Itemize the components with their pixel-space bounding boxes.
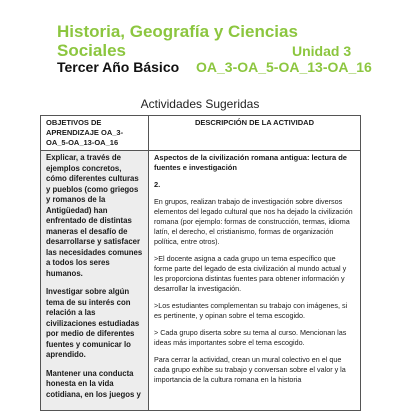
activity-cell (149, 151, 361, 411)
unit-label: Unidad 3 (292, 43, 352, 59)
objectives-header: OBJETIVOS DE APRENDIZAJE OA_3-OA_5-OA_13-OA_16 (41, 116, 149, 151)
table-row (41, 151, 361, 411)
objective-text: Investigar sobre algún tema de su interés con relación a las civilizaciones estudiadas por medio de diferentes fuentes y comunicar lo aprendido. (46, 287, 140, 359)
objectives-cell (41, 151, 149, 411)
activities-table (40, 115, 361, 411)
activity-paragraph: >Los estudiantes complementan su trabajo con imágenes, si es pertinente, y opinan sobre el tema escogido. (154, 301, 348, 320)
objective-text: Explicar, a través de ejemplos concretos, cómo diferentes culturas y pueblos (como griegos y romanos de la Antigüedad) han enfrentado de distintas maneras el desafío de desarrollarse y satisfacer las necesidades comunes a todos los seres humanos. (46, 153, 143, 278)
activity-paragraph: En grupos, realizan trabajo de investigación sobre diversos elementos del legado cultural que nos ha dejado la civilización romana (por ejemplo: formas de construcción, termas, idioma latín, el derecho, el cristianismo, formas de organización política, entre otros). (154, 197, 353, 246)
grade-label: Tercer Año Básico (57, 59, 180, 75)
description-header: DESCRIPCIÓN DE LA ACTIVIDAD (149, 116, 361, 151)
section-title: Actividades Sugeridas (140, 97, 260, 111)
activity-paragraph: Para cerrar la actividad, crean un mural colectivo en el que cada grupo exhibe su trabajo y conversan sobre el valor y la importancia de la cultura romana en la historia (154, 355, 346, 384)
activity-title: Aspectos de la civilización romana antigua: lectura de fuentes e investigación (154, 153, 347, 172)
table-header-row (41, 116, 361, 151)
document-title: Historia, Geografía y Ciencias Sociales (57, 22, 298, 60)
activity-paragraph: >El docente asigna a cada grupo un tema específico que forme parte del legado de esta civilización al mundo actual y les proporciona distintas fuentes para obtener información y desarrollar la investigación. (154, 254, 347, 293)
oa-codes: OA_3-OA_5-OA_13-OA_16 (196, 59, 372, 75)
activity-number: 2. (154, 180, 161, 189)
activity-paragraph: > Cada grupo diserta sobre su tema al curso. Mencionan las ideas más importantes sobre el tema escogido. (154, 328, 347, 347)
objective-text: Mantener una conducta honesta en la vida cotidiana, en los juegos y (46, 368, 141, 399)
